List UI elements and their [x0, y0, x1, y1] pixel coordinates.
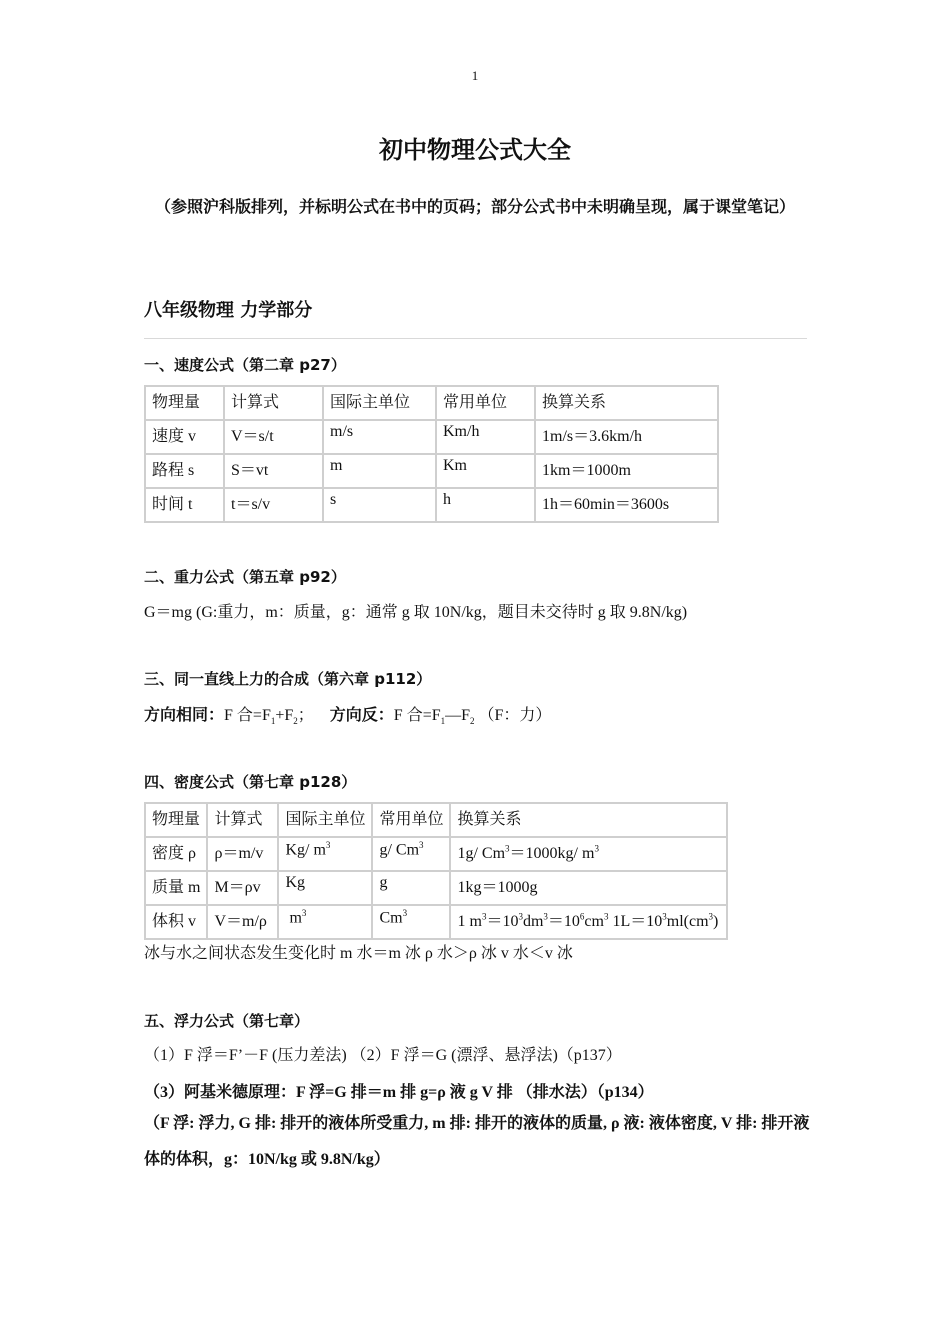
table-cell: M＝ρv	[207, 871, 278, 905]
table-cell: s	[323, 488, 436, 522]
table-cell: 速度 v	[145, 420, 224, 454]
table-cell: 1 $m^3=10^3dm^3=10^6cm^3$ $1L=10^3ml(cm^3)$	[450, 905, 727, 939]
table-cell: Cm$^3$	[372, 905, 450, 939]
table-cell: 1h＝60min＝3600s	[535, 488, 718, 522]
table-cell: 常用单位	[436, 386, 535, 420]
table-cell: 1kg＝1000g	[450, 871, 727, 905]
subtitle: （参照沪科版排列，并标明公式在书中的页码；部分公式书中未明确呈现，属于课堂笔记）	[154, 197, 795, 216]
table-cell: ρ＝m/v	[207, 837, 278, 871]
table-cell: 换算关系	[450, 803, 727, 837]
gravity-heading: 二、重力公式（第五章 p92）	[144, 568, 346, 586]
table-cell: m/s	[323, 420, 436, 454]
table-cell: 常用单位	[372, 803, 450, 837]
density-heading: 四、密度公式（第七章 p128）	[144, 773, 357, 791]
table-cell: 1km＝1000m	[535, 454, 718, 488]
density-table	[144, 802, 728, 940]
divider	[144, 338, 807, 339]
section-title: 八年级物理 力学部分	[144, 300, 313, 321]
table-header-row	[145, 386, 718, 420]
table-row	[145, 871, 727, 905]
table-cell: Kg	[278, 871, 372, 905]
same-direction-label: 方向相同：	[144, 705, 225, 724]
table-cell: t＝s/v	[224, 488, 323, 522]
table-cell: 时间 t	[145, 488, 224, 522]
table-row	[145, 905, 727, 939]
table-row	[145, 420, 718, 454]
table-cell: m	[323, 454, 436, 488]
table-row	[145, 837, 727, 871]
table-cell: 换算关系	[535, 386, 718, 420]
table-cell: g/ Cm$^3$	[372, 837, 450, 871]
gravity-formula: G＝mg (G:重力，m：质量，g：通常 g 取 10N/kg，题目未交待时 g 取 9.8N/kg)	[144, 604, 688, 621]
opposite-direction-label: 方向反：	[329, 705, 394, 724]
table-cell: S＝vt	[224, 454, 323, 488]
table-cell: 计算式	[224, 386, 323, 420]
table-cell: 密度 ρ	[145, 837, 207, 871]
table-cell: 1g/ $Cm^3=1000kg/$ $m^3$	[450, 837, 727, 871]
table-cell: 体积 v	[145, 905, 207, 939]
ice-water-note: 冰与水之间状态发生变化时 m 水＝m 冰 ρ 水＞ρ 冰 v 水＜v 冰	[144, 945, 573, 962]
buoyancy-formula-1-2: （1）F 浮＝F’－F (压力差法) （2）F 浮＝G (漂浮、悬浮法)（p137）	[144, 1047, 622, 1064]
speed-table	[144, 385, 719, 523]
table-cell: V＝s/t	[224, 420, 323, 454]
table-cell: 物理量	[145, 803, 207, 837]
table-cell: Km	[436, 454, 535, 488]
table-row	[145, 488, 718, 522]
speed-heading: 一、速度公式（第二章 p27）	[144, 356, 346, 374]
table-cell: V＝m/ρ	[207, 905, 278, 939]
table-cell: Km/h	[436, 420, 535, 454]
page-title: 初中物理公式大全	[379, 136, 571, 164]
table-cell: 计算式	[207, 803, 278, 837]
table-cell: Kg/ $m^3$	[278, 837, 372, 871]
table-row	[145, 454, 718, 488]
page-number: 1	[471, 68, 479, 83]
force-composition-line: 方向相同：F 合$=F_1+F_2$； 方向反：F 合$=F_1—F_2$ （F：力）	[144, 705, 552, 727]
table-cell: g	[372, 871, 450, 905]
table-cell: 路程 s	[145, 454, 224, 488]
table-cell: 质量 m	[145, 871, 207, 905]
table-cell: 国际主单位	[323, 386, 436, 420]
archimedes-principle: （3）阿基米德原理：F 浮=G 排＝m 排 g=ρ 液 g V 排 （排水法）（p134）	[144, 1084, 654, 1101]
table-cell: h	[436, 488, 535, 522]
buoyancy-explanation: （F 浮: 浮力, G 排: 排开的液体所受重力, m 排: 排开的液体的质量, ρ 液: 液体密度, V 排: 排开液体的体积，g：10N/kg 或 9.8N/kg）	[144, 1115, 810, 1168]
buoyancy-heading: 五、浮力公式（第七章）	[144, 1012, 310, 1030]
table-cell: 1m/s＝3.6km/h	[535, 420, 718, 454]
table-cell: 国际主单位	[278, 803, 372, 837]
table-cell: 物理量	[145, 386, 224, 420]
force-composition-heading: 三、同一直线上力的合成（第六章 p112）	[144, 670, 432, 688]
table-header-row	[145, 803, 727, 837]
table-cell: $m^3$	[278, 905, 372, 939]
